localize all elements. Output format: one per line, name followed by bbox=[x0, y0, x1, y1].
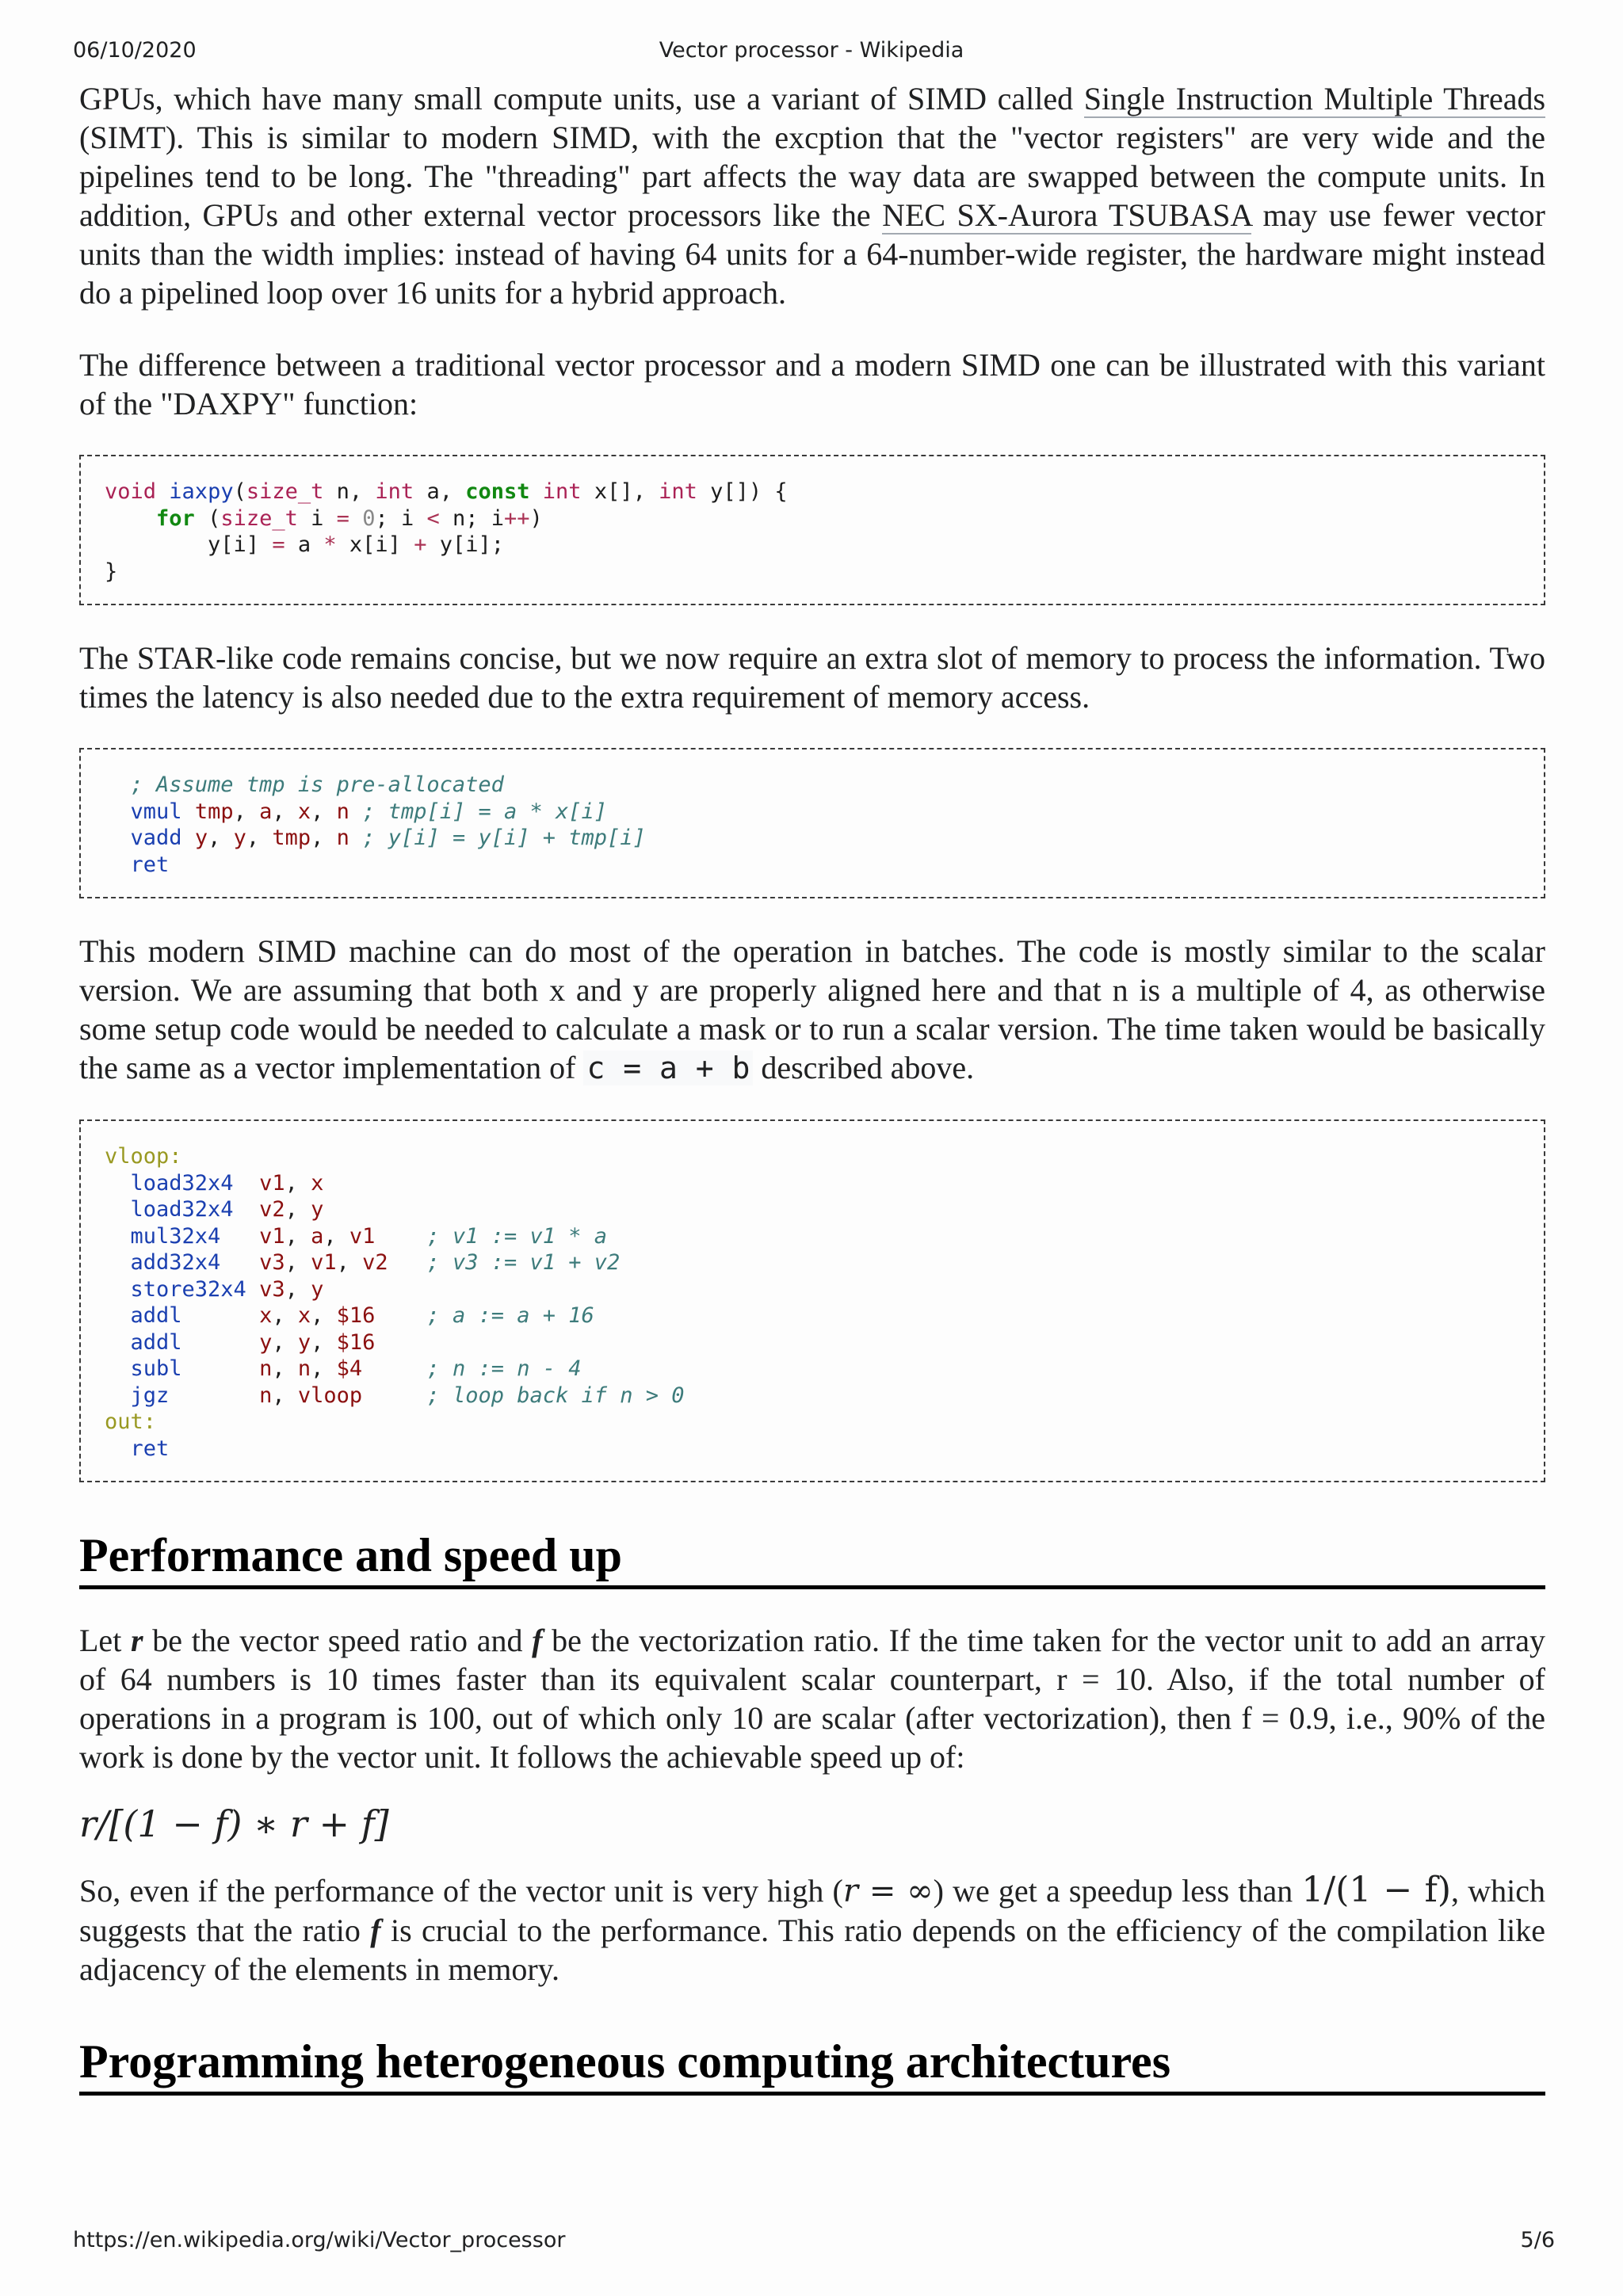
article-content bbox=[79, 79, 1545, 2096]
text: , which suggests that the ratio bbox=[79, 1873, 1545, 1948]
text: Let bbox=[79, 1623, 131, 1658]
code-block-simd-loop: vloop: load32x4 v1, x load32x4 v2, y mul32x4 v1, a, v1 ; v1 := v1 * a add32x4 v3, v1, v2 ; v3 := v1 + v2 store32x4 v3, y addl x, x, $16 ; a := a + 16 addl y, y, $16 subl n, n, $4 ; n := n - 4 jgz n, vloop ; loop back if n > 0 out: ret bbox=[79, 1119, 1545, 1482]
print-title: Vector processor - Wikipedia bbox=[659, 38, 964, 63]
text: (SIMT). This is similar to modern SIMD, with the excption that the "vector registers" are very wide and the pipelines tend to be long. The "threading" part affects the way data are swapped between the compute units. In addition, GPUs and other external vector processors like the bbox=[79, 120, 1545, 233]
text: may use fewer vector units than the width implies: instead of having 64 units for a 64-number-wide register, the hardware might instead do a pipelined loop over 16 units for a hybrid approach. bbox=[79, 197, 1545, 311]
math-formula: r/[(1 − f) ∗ r + f] bbox=[79, 1802, 389, 1845]
paragraph-daxpy-intro: The difference between a traditional vector processor and a modern SIMD one can be illustrated with this variant of the "DAXPY" function: bbox=[79, 347, 1545, 421]
formula-speedup bbox=[79, 1800, 1545, 1848]
page-number: 5/6 bbox=[1520, 2228, 1555, 2252]
var-f: f bbox=[532, 1623, 543, 1658]
math-inline: 1/(1 − f) bbox=[1301, 1870, 1452, 1910]
text: be the vector speed ratio and bbox=[143, 1623, 533, 1658]
inline-code: c = a + b bbox=[583, 1051, 753, 1085]
heading-performance: Performance and speed up bbox=[79, 1527, 1545, 1589]
text: So, even if the performance of the vector unit is very high ( bbox=[79, 1873, 843, 1909]
paragraph-speedup-limit bbox=[79, 1871, 1545, 1989]
text: is crucial to the performance. This ratio depends on the efficiency of the compilation like adjacency of the elements in memory. bbox=[79, 1913, 1545, 1987]
print-date: 06/10/2020 bbox=[73, 38, 197, 63]
link-nec-sx-aurora[interactable]: NEC SX-Aurora TSUBASA bbox=[882, 197, 1252, 233]
var-f: f bbox=[370, 1913, 381, 1948]
paragraph-simd-batches bbox=[79, 932, 1545, 1088]
paragraph-simt bbox=[79, 79, 1545, 312]
code-block-iaxpy: void iaxpy(size_t n, int a, const int x[], int y[]) { for (size_t i = 0; i < n; i++) y[i] = a * x[i] + y[i]; } bbox=[79, 455, 1545, 605]
heading-programming-heterogeneous: Programming heterogeneous computing architectures bbox=[79, 2033, 1545, 2096]
text: be the vectorization ratio. If the time taken for the vector unit to add an array of 64 numbers is 10 times faster than its equivalent scalar counterpart, r = 10. Also, if the total number of operations in a program is 100, out of which only 10 are scalar (after vectorization), then f = 0.9, i.e., 90% of the work is done by the vector unit. It follows the achievable speed up of: bbox=[79, 1623, 1545, 1775]
text: This modern SIMD machine can do most of the operation in batches. The code is mostly similar to the scalar version. We are assuming that both x and y are properly aligned here and that n is a multiple of 4, as otherwise some setup code would be needed to calculate a mask or to run a scalar version. The time taken would be basically the same as a vector implementation of bbox=[79, 933, 1545, 1085]
math-inline: r = ∞ bbox=[842, 1873, 934, 1909]
text: GPUs, which have many small compute units, use a variant of SIMD called bbox=[79, 81, 1084, 116]
var-r: r bbox=[131, 1623, 143, 1658]
paragraph-star-like: The STAR-like code remains concise, but we now require an extra slot of memory to process the information. Two times the latency is also needed due to the extra requirement of memory access. bbox=[79, 640, 1545, 715]
print-url: https://en.wikipedia.org/wiki/Vector_processor bbox=[73, 2228, 566, 2252]
link-simt[interactable]: Single Instruction Multiple Threads bbox=[1083, 81, 1546, 116]
text: ) we get a speedup less than bbox=[933, 1873, 1302, 1909]
code-block-vector-asm: ; Assume tmp is pre-allocated vmul tmp, a, x, n ; tmp[i] = a * x[i] vadd y, y, tmp, n ; y[i] = y[i] + tmp[i] ret bbox=[79, 748, 1545, 898]
paragraph-speed-ratio bbox=[79, 1621, 1545, 1776]
text: described above. bbox=[753, 1050, 975, 1085]
